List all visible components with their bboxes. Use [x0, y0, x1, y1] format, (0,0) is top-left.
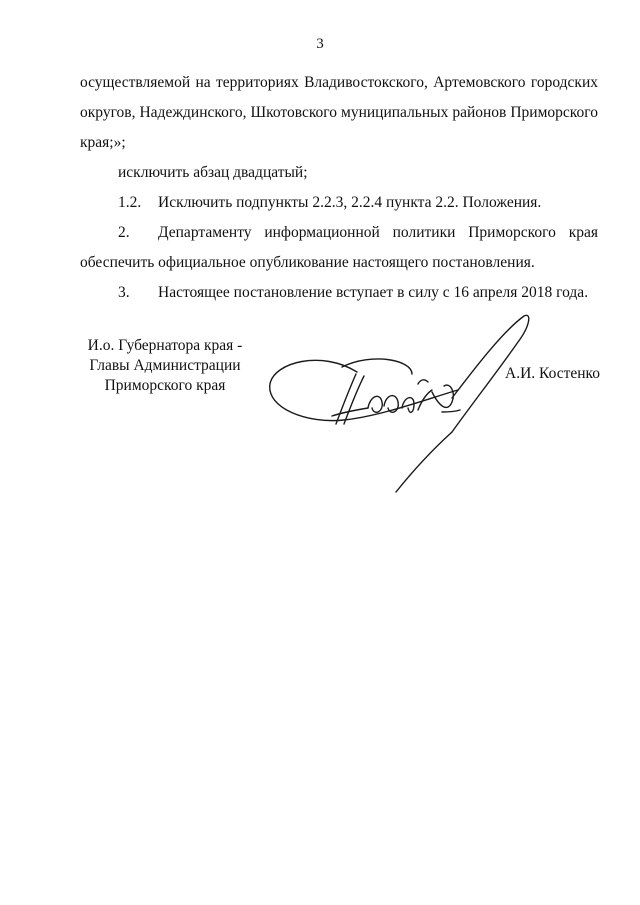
- handwritten-signature: [262, 312, 562, 497]
- signatory-title-line: И.о. Губернатора края -: [87, 337, 243, 354]
- document-body: [80, 68, 598, 308]
- item-number: 2.: [118, 224, 130, 241]
- signatory-title-line: Главы Администрации: [89, 357, 241, 374]
- paragraph-line: края;»;: [80, 134, 126, 151]
- paragraph-exclude-20: исключить абзац двадцатый;: [118, 164, 308, 181]
- item-text: Департаменту информационной политики Приморского края: [158, 224, 598, 241]
- item-number: 3.: [118, 284, 130, 301]
- paragraph-line: округов, Надеждинского, Шкотовского муниципальных районов Приморского: [80, 104, 598, 121]
- paragraph-line: обеспечить официальное опубликование настоящего постановления.: [80, 254, 535, 271]
- item-2: [80, 218, 598, 248]
- paragraph-line: осуществляемой на территориях Владивостокского, Артемовского городских: [80, 74, 598, 91]
- item-text: Исключить подпункты 2.2.3, 2.2.4 пункта 2.2. Положения.: [158, 194, 542, 211]
- item-text: Настоящее постановление вступает в силу с 16 апреля 2018 года.: [158, 284, 589, 301]
- item-number: 1.2.: [118, 194, 142, 211]
- item-1-2: [80, 188, 598, 218]
- signer-name: А.И. Костенко: [505, 365, 601, 382]
- page-number: 3: [316, 36, 324, 52]
- signatory-title: [80, 336, 250, 396]
- signatory-title-line: Приморского края: [104, 377, 226, 394]
- item-3: [80, 278, 598, 308]
